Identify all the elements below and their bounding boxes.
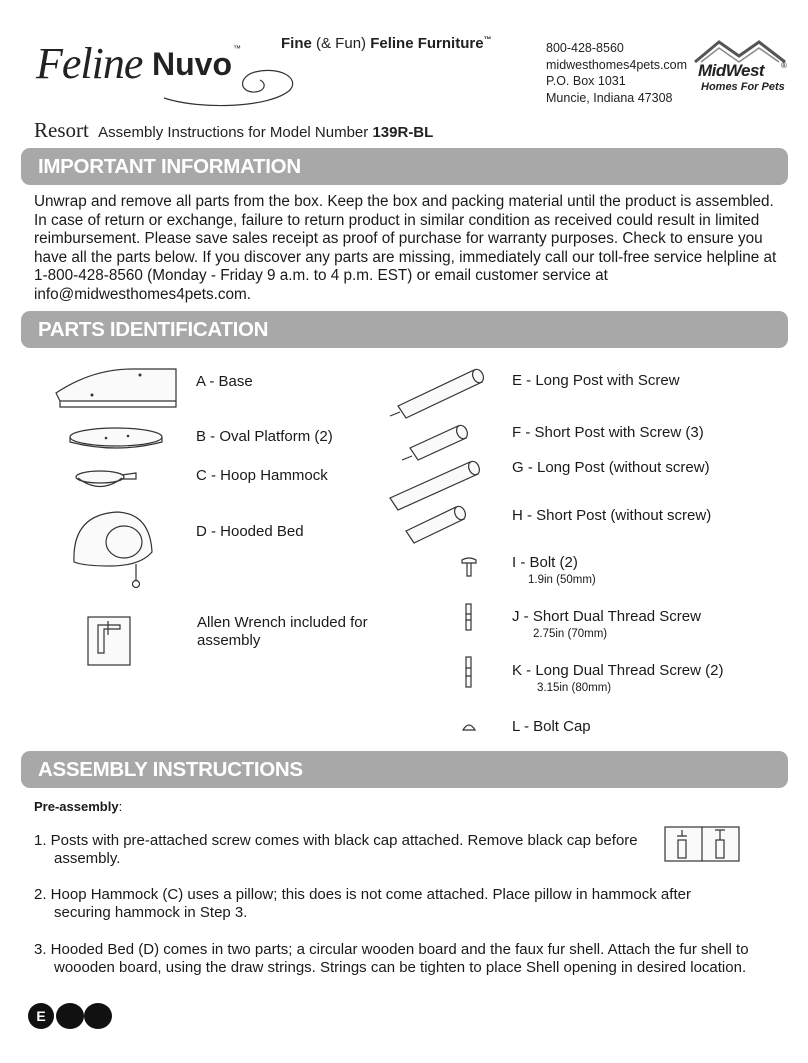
brand-trademark: ™ — [233, 44, 241, 53]
brand-feline: Feline — [36, 39, 143, 88]
part-j-size: 2.75in (70mm) — [533, 628, 608, 640]
long-post-screw-icon — [384, 362, 494, 424]
language-indicator: E — [28, 1003, 54, 1029]
part-d-label: D - Hooded Bed — [196, 523, 304, 540]
document-title — [34, 118, 433, 143]
contact-city: Muncie, Indiana 47308 — [546, 90, 673, 105]
step-1: 1. Posts with pre-attached screw comes with black cap attached. Remove black cap before assembly. — [34, 832, 638, 867]
midwest-tagline: Homes For Pets — [701, 81, 785, 93]
assembly-instructions-header: ASSEMBLY INSTRUCTIONS — [21, 751, 788, 788]
cap-removal-diagram — [664, 826, 740, 862]
parts-identification-header: PARTS IDENTIFICATION — [21, 311, 788, 348]
step-2: 2. Hoop Hammock (C) uses a pillow; this does is not come attached. Place pillow in hammock after securing hammock in Step 3. — [34, 886, 691, 921]
part-b-label: B - Oval Platform (2) — [196, 428, 333, 445]
short-post-icon — [400, 501, 472, 549]
midwest-name: MidWest — [698, 61, 765, 80]
important-info-text: Unwrap and remove all parts from the box. Keep the box and packing material until the product is assembled. In case of return or exchange, failure to return product in similar condition as received could result in limited reimbursement. Please save sales receipt as proof of purchase for warranty purposes. Check to ensure you have all the parts below. If you discover any parts are missing, immediately call our toll-free service helpline at 1-800-428-8560 (Monday - Friday 9 a.m. to 4 p.m. EST) or email customer service at info@midwesthomes4pets.com. — [34, 193, 777, 303]
title-text: Assembly Instructions for Model Number — [98, 124, 369, 141]
part-h-label: H - Short Post (without screw) — [512, 507, 712, 524]
model-number: 139R-BL — [372, 124, 434, 141]
part-i-size: 1.9in (50mm) — [528, 574, 596, 586]
allen-wrench-icon — [86, 615, 132, 667]
bolt-icon — [460, 556, 478, 580]
language-dot — [56, 1003, 84, 1029]
contact-block — [546, 40, 687, 106]
tagline: Fine (& Fun) Feline Furniture™ — [281, 35, 492, 52]
part-k-label: K - Long Dual Thread Screw (2) — [512, 662, 724, 679]
hooded-bed-icon — [70, 508, 160, 592]
brand-nuvo: Nuvo — [152, 46, 232, 82]
contact-website: midwesthomes4pets.com — [546, 57, 688, 72]
part-g-label: G - Long Post (without screw) — [512, 459, 710, 476]
part-k-size: 3.15in (80mm) — [537, 682, 612, 694]
step-3: 3. Hooded Bed (D) comes in two parts; a circular wooden board and the faux fur shell. Attach the fur shell to woooden board, using the draw strings. Strings can be tighten to place Shell opening in desired location. — [34, 941, 749, 976]
long-dual-screw-icon — [464, 655, 474, 689]
language-dot — [84, 1003, 112, 1029]
contact-phone: 800-428-8560 — [546, 41, 624, 55]
part-l-label: L - Bolt Cap — [512, 718, 591, 735]
part-c-label: C - Hoop Hammock — [196, 467, 328, 484]
product-name: Resort — [34, 118, 89, 142]
part-e-label: E - Long Post with Screw — [512, 372, 680, 389]
contact-pobox: P.O. Box 1031 — [546, 74, 626, 88]
important-info-header: IMPORTANT INFORMATION — [21, 148, 788, 185]
short-dual-screw-icon — [464, 602, 474, 632]
part-i-label: I - Bolt (2) — [512, 554, 578, 571]
base-icon — [52, 365, 182, 413]
part-a-label: A - Base — [196, 373, 253, 390]
hoop-hammock-icon — [72, 465, 142, 495]
oval-platform-icon — [66, 424, 166, 454]
part-f-label: F - Short Post with Screw (3) — [512, 424, 704, 441]
midwest-registered: ® — [781, 61, 787, 70]
bolt-cap-icon — [461, 720, 477, 732]
part-j-label: J - Short Dual Thread Screw — [512, 608, 701, 625]
allen-wrench-note: Allen Wrench included for assembly — [197, 614, 368, 649]
swirl-logo-icon — [160, 60, 300, 110]
pre-assembly-label: Pre-assembly: — [34, 799, 123, 814]
